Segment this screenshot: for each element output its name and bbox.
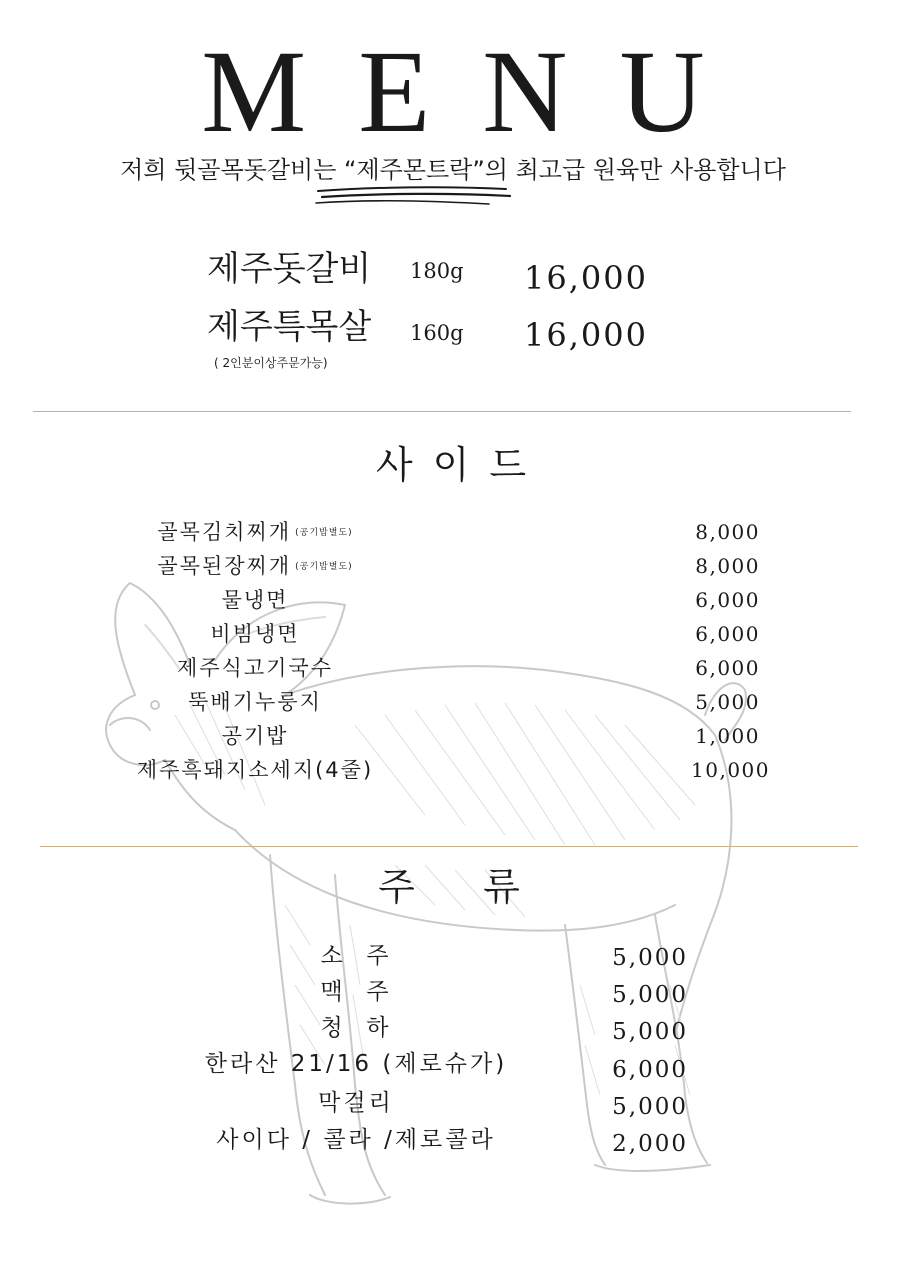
side-item-price: 10,000	[691, 758, 770, 782]
sides-section-title: 사 이 드	[375, 443, 531, 487]
side-item-price: 1,000	[695, 724, 760, 748]
side-item-note: (공기밥별도)	[295, 562, 353, 572]
drink-item-price: 5,000	[612, 1094, 688, 1120]
section-divider	[40, 846, 858, 847]
side-item-label: 골목김치찌개 (공기밥별도)	[157, 520, 353, 544]
drink-item-name: 사이다 / 콜라 /제로콜라	[216, 1127, 496, 1153]
main-order-note: ( 2인분이상주문가능)	[214, 356, 328, 370]
side-item-price: 5,000	[695, 690, 760, 714]
drink-item-name: 소 주	[320, 943, 392, 969]
side-item-label: 공기밥	[221, 724, 289, 748]
drink-item-price: 5,000	[612, 945, 688, 971]
side-list-item	[0, 686, 906, 718]
side-item-label: 제주식고기국수	[176, 656, 333, 680]
drink-item-name: 한라산 21/16 (제로슈가)	[204, 1051, 508, 1077]
drink-item-price: 5,000	[612, 982, 688, 1008]
side-list-item	[0, 754, 906, 786]
main-item-name: 제주특목살	[207, 307, 372, 347]
main-item-price: 16,000	[524, 259, 648, 297]
side-item-price: 6,000	[695, 622, 760, 646]
side-list-item	[0, 618, 906, 650]
side-list-item	[0, 550, 906, 582]
main-item-weight: 160g	[410, 321, 464, 345]
main-item-price: 16,000	[524, 316, 648, 354]
side-list-item	[0, 720, 906, 752]
side-item-label: 골목된장찌개 (공기밥별도)	[157, 554, 353, 578]
side-item-label: 제주흑돼지소세지(4줄)	[136, 758, 374, 782]
side-item-label: 물냉면	[221, 588, 289, 612]
drink-item-name: 막걸리	[318, 1090, 394, 1116]
side-item-label: 뚝배기누룽지	[188, 690, 322, 714]
main-item-weight: 180g	[410, 259, 464, 283]
drink-item-name: 청 하	[320, 1015, 392, 1041]
tagline: 저희 뒷골목돗갈비는 “제주몬트락”의 최고급 원육만 사용합니다	[120, 156, 786, 184]
side-list-item	[0, 652, 906, 684]
drink-item-price: 6,000	[612, 1057, 688, 1083]
side-item-price: 8,000	[695, 554, 760, 578]
side-item-price: 8,000	[695, 520, 760, 544]
drink-item-price: 2,000	[612, 1131, 688, 1157]
side-list-item	[0, 516, 906, 548]
menu-title: MENU	[201, 26, 757, 157]
drink-item-name: 맥 주	[320, 979, 392, 1005]
side-list-item	[0, 584, 906, 616]
drink-item-price: 5,000	[612, 1019, 688, 1045]
side-item-label: 비빔냉면	[210, 622, 300, 646]
side-item-price: 6,000	[695, 656, 760, 680]
side-item-price: 6,000	[695, 588, 760, 612]
side-item-note: (공기밥별도)	[295, 528, 353, 538]
section-divider	[33, 411, 851, 412]
main-item-name: 제주돗갈비	[207, 249, 372, 289]
tagline-underline-scribble	[314, 183, 514, 211]
drinks-section-title: 주 류	[378, 865, 528, 909]
